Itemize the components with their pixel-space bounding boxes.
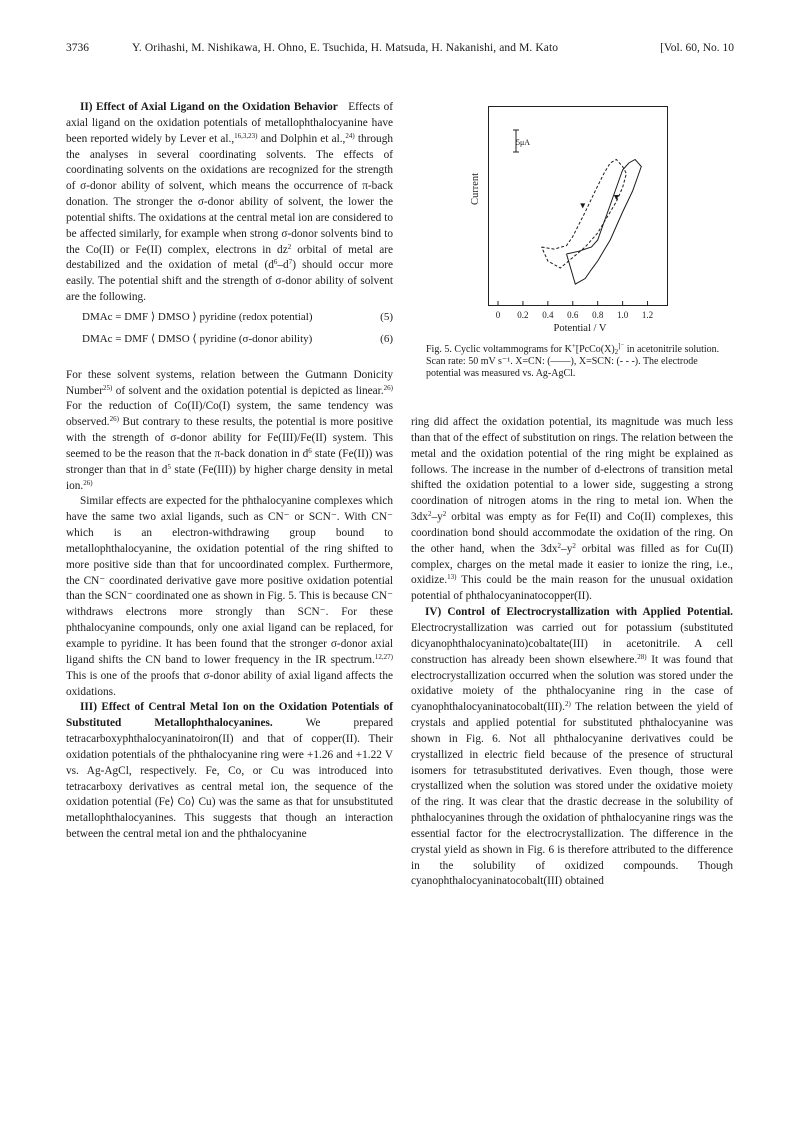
section-2-heading: II) Effect of Axial Ligand on the Oxidation Behavior [80,101,338,113]
x-tick-labels [488,310,668,322]
x-tick-label: 0 [495,310,501,320]
cyclic-voltammogram [488,106,668,306]
page-number: 3736 [66,42,89,54]
section-4-heading: IV) Control of Electrocrystallization with Applied Potential. [425,606,733,619]
paragraph-axial-ligands: Similar effects are expected for the phthalocyanine complexes which have the same two axial ligands, such as CN⁻ or SCN⁻. With CN⁻ which is an electron-withdrawing group bound to metallophthalocyanine, the oxidation potential of the ring shifted to more positive side than that for uncoordinated complex. Furthermore, the CN⁻ coordinated derivative gave more positive oxidation potential than the SCN⁻ coordinated one as shown in Fig. 5. This is because CN⁻ withdraws electrons more strongly than SCN⁻. For these phthalocyanine compounds, only one axial ligand can be replaced, for example to pyridine. It has been found that the stronger σ-donor axial ligand shifts the CN band to lower frequency in the IR spectrum.$^{12,27)}$ This is one of the proofs that σ-donor ability of axial ligand affects the oxidations. [66,495,393,698]
figure-5-caption: Fig. 5. Cyclic voltammograms for $K^+[PcCo(X)_2^{]^-}$ in acetonitrile solution. Scan rate: 50 mV s⁻¹. X=CN: (——), X=SCN: (- - -). The electrode potential was measured vs. Ag-AgCl. [426,342,720,380]
section-4-paragraph: IV) Control of Electrocrystallization with Applied Potential. Electrocrystallization was carried out for potassium (substituted dicyanophthalocyaninato)cobaltate(III) in acetonitrile. A cell construction has already been shown elsewhere.$^{28)}$ It was found that electrocrystallization occurred when the solution was stored under the oxidative moiety of the phthalocyanine ring in the case of cyanophthalocyaninatocobalt(III).$^{2)}$ The relation between the yield of crystals and applied potential for substituted phthalocyanine was shown in Fig. 6. Not all phthalocyanine derivatives could be crystallized in electric field because of the presence of structural isomers for tetrasubstituted derivatives. Even though, those were crystallized when the solution was stored under the oxidative moiety of the ring. It was clear that the drastic decrease in the solubility of phthalocyanines through the oxidation of phthalocyanine rings was the essential factor for the electrocrystallization. The difference in the crystal yield as shown in Fig. 6 is therefore attributed to the difference in the solubility of oxidized compounds. Though cyanophthalocyaninatocobalt(III) obtained [411,606,733,888]
right-column [411,415,733,890]
paragraph-solvent-systems: For these solvent systems, relation between the Gutmann Donicity Number$^{25)}$ of solvent and the oxidation potential is depicted as linear.$^{26)}$ For the reduction of Co(II)/Co(I) system, the same tendency was observed.$^{26)}$ But contrary to these results, the potential is more positive with the strength of σ-donor ability for Fe(III)/Fe(II) system. This seemed to be the reason that the π-back donation in $d^6$ state (Fe(II)) was stronger than that in $d^5$ state (Fe(III)) by higher charge density in metal ion.$^{26)}$ [66,368,394,492]
scale-label: 5μA [516,138,531,147]
x-tick-label: 1.0 [616,310,629,320]
x-tick-label: 0.6 [567,310,579,320]
x-tick-label: 0.2 [517,310,529,320]
left-column [66,100,393,843]
running-authors: Y. Orihashi, M. Nishikawa, H. Ohno, E. Tsuchida, H. Matsuda, H. Nakanishi, and M. Kato [132,42,559,54]
x-axis-label: Potential / V [553,323,607,334]
equation-5: DMAc = DMF ⟩ DMSO ⟩ pyridine (redox potential) (5) [82,310,393,323]
running-header [66,42,734,60]
y-axis-label: Current [470,172,481,205]
figure-5-plot [488,106,668,306]
cv-curve-scn [542,160,627,269]
section-3-paragraph: III) Effect of Central Metal Ion on the Oxidation Potentials of Substituted Metallophthalocyanines. We prepared tetracarboxyphthalocyaninatoiron(II) and that of copper(II). Their oxidation potentials of the phthalocyanine ring were +1.26 and +1.22 V vs. Ag-AgCl, respectively. Fe, Co, or Cu was introduced into tetracarboxy derivatives as central metal ion, the sequence of the oxidation potential (Fe⟩ Co⟩ Cu) was the same as that for unsubstituted metallophthalocyanines. This suggests that though an interaction between the central metal ion and the phthalocyanine [66,701,393,841]
paragraph-central-metal: ring did affect the oxidation potential, its magnitude was much less than that of the effect of substitution on rings. The relation between the metal and the oxidation potential of the ring might be explained as follows. The increase in the number of d-electrons of transition metal shifted the oxidation potential to a lower side, suggesting a strong coordination of nitrogen atoms in the ring to metal ion. When the $3dx^2-y^2$ orbital was empty as for Fe(II) and Co(II) complexes, this coordination bond should accommodate the oxidation of the ring. On the other hand, when the $3dx^2-y^2$ orbital was filled as for Cu(II) complex, charges on the metal made it easier to ionize the ring, i.e., oxidize.$^{13)}$ This could be the main reason for the unusual oxidation potential of phthalocyaninatocopper(II). [411,416,733,603]
scan-direction-arrow [580,203,585,208]
scan-direction-arrow [614,195,619,200]
x-tick-label: 1.2 [641,310,654,320]
volume-info: [Vol. 60, No. 10 [660,42,734,54]
x-tick-label: 0.4 [542,310,554,320]
equation-6: DMAc = DMF ⟨ DMSO ⟨ pyridine (σ-donor ability) (6) [82,332,393,345]
x-tick-label: 0.8 [592,310,604,320]
section-3-heading: III) Effect of Central Metal Ion on the Oxidation Potentials of Substituted Metallophthalocyanines. [66,701,393,730]
section-2-paragraph: II) Effect of Axial Ligand on the Oxidation Behavior Effects of axial ligand on the oxidation potentials of metallophthalocyanine have been reported widely by Lever et al.,$^{16,3,23)}$ and Dolphin et al.,$^{24)}$ through the analyses in several coordinating solvents. The effects of coordinating solvents on the oxidations are recognized for the strength of σ-donor ability of solvent, which means the occurrence of π-back donation. The stronger the σ-donor ability of solvent, the lower the potential shifts. The oxidations at the central metal ion are considered to be affected similarly, for example when strong σ-donor solvents bind to the Co(II) or Fe(II) complex, electrons in $dz^2$ orbital of metal are destabilized and the oxidation of metal $(d^6-d^7)$ should occur more easily. The potential shift and the strength of σ-donor ability of solvent are the following. [66,101,394,304]
plot-frame [489,107,668,306]
